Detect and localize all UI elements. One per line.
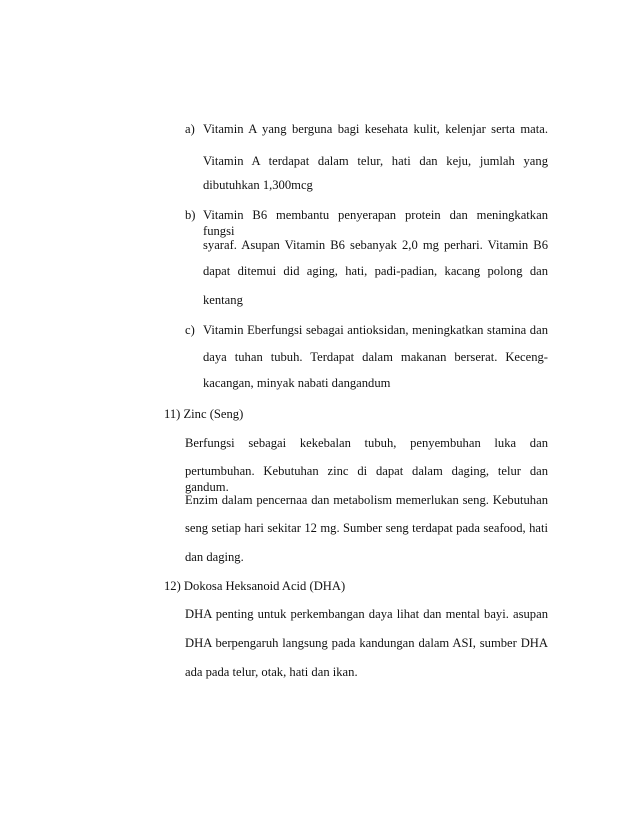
item-c-line-3: kacangan, minyak nabati dangandum: [203, 376, 391, 390]
item-c-line-1: Vitamin Eberfungsi sebagai antioksidan, meningkatkan stamina dan: [203, 323, 548, 337]
item-a-line-2: Vitamin A terdapat dalam telur, hati dan keju, jumlah yang: [203, 154, 548, 168]
dha-line-3: ada pada telur, otak, hati dan ikan.: [185, 665, 358, 679]
item-b-line-2: syaraf. Asupan Vitamin B6 sebanyak 2,0 mg perhari. Vitamin B6: [203, 238, 548, 252]
zinc-line-4: seng setiap hari sekitar 12 mg. Sumber seng terdapat pada seafood, hati: [185, 521, 548, 535]
list-marker-b: b): [185, 208, 196, 222]
item-b-line-1: Vitamin B6 membantu penyerapan protein dan meningkatkan fungsi: [203, 208, 548, 238]
zinc-line-2: pertumbuhan. Kebutuhan zinc di dapat dalam daging, telur dan gandum.: [185, 464, 548, 494]
dha-line-1: DHA penting untuk perkembangan daya lihat dan mental bayi. asupan: [185, 607, 548, 621]
dha-line-2: DHA berpengaruh langsung pada kandungan dalam ASI, sumber DHA: [185, 636, 548, 650]
list-marker-a: a): [185, 122, 195, 136]
item-c-line-2: daya tuhan tubuh. Terdapat dalam makanan berserat. Keceng-: [203, 350, 548, 364]
zinc-line-1: Berfungsi sebagai kekebalan tubuh, penyembuhan luka dan: [185, 436, 548, 450]
list-marker-c: c): [185, 323, 195, 337]
item-a-line-3: dibutuhkan 1,300mcg: [203, 178, 313, 192]
section-heading-dha: 12) Dokosa Heksanoid Acid (DHA): [164, 579, 346, 593]
zinc-line-5: dan daging.: [185, 550, 244, 564]
zinc-line-3: Enzim dalam pencernaa dan metabolism memerlukan seng. Kebutuhan: [185, 493, 548, 507]
item-b-line-4: kentang: [203, 293, 243, 307]
section-heading-zinc: 11) Zinc (Seng): [164, 407, 244, 421]
item-b-line-3: dapat ditemui did aging, hati, padi-padian, kacang polong dan: [203, 264, 548, 278]
item-a-line-1: Vitamin A yang berguna bagi kesehata kulit, kelenjar serta mata.: [203, 122, 548, 136]
